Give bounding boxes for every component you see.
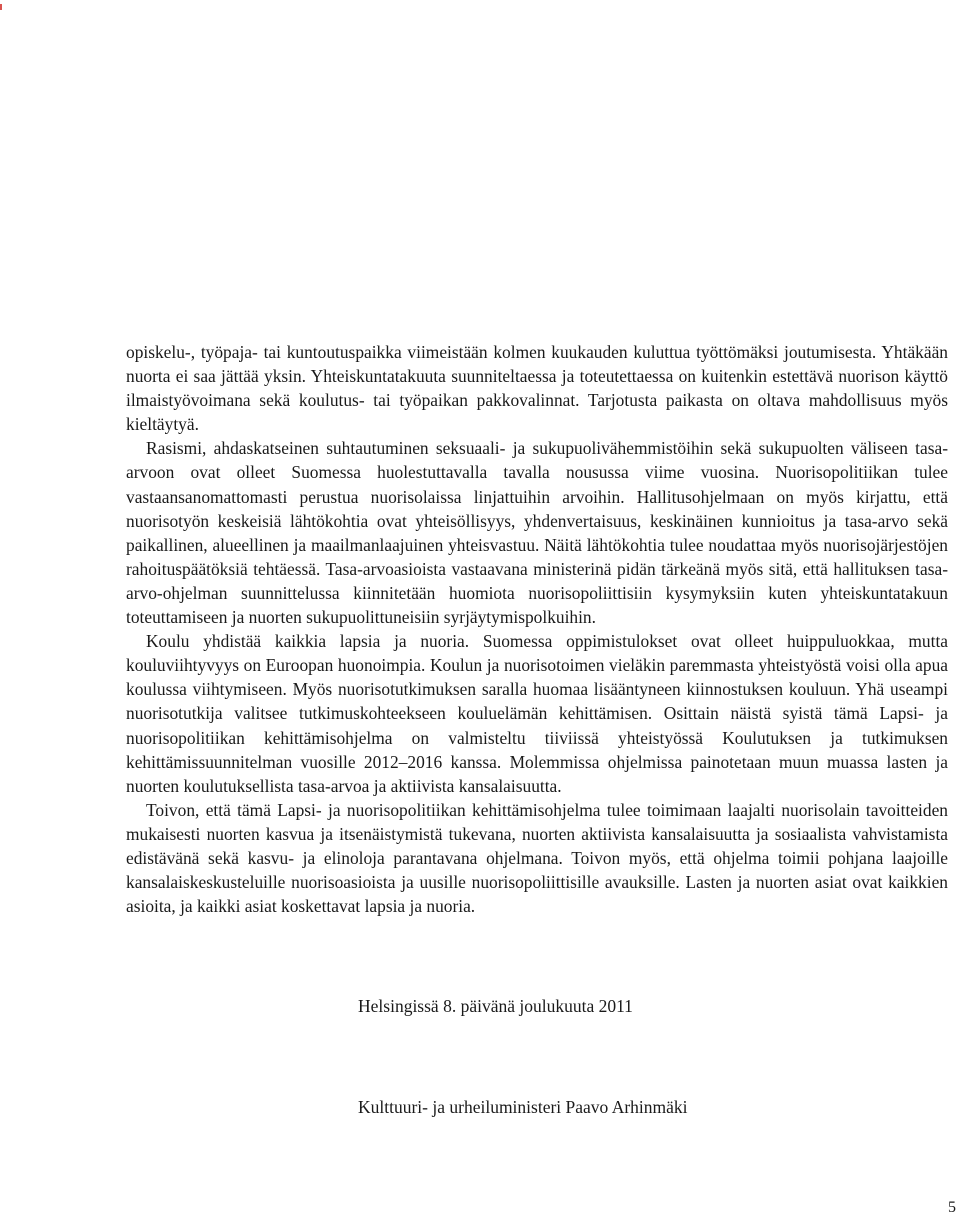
document-page — [126, 340, 948, 918]
paragraph-2: Rasismi, ahdaskatseinen suhtautuminen seksuaali- ja sukupuolivähemmistöihin sekä sukupuolten väliseen tasa-arvoon ovat olleet Suomessa huolestuttavalla tavalla nousussa viime vuosina. Nuorisopolitiikan tulee vastaansanomattomasti perustua nuorisolaissa linjattuihin arvoihin. Hallitusohjelmaan on myös kirjattu, että nuorisotyön keskeisiä lähtökohtia ovat yhteisöllisyys, yhdenvertaisuus, keskinäinen kunnioitus ja tasa-arvo sekä paikallinen, alueellinen ja maailmanlaajuinen yhteisvastuu. Näitä lähtökohtia tulee noudattaa myös nuorisojärjestöjen rahoituspäätöksiä tehtäessä. Tasa-arvoasioista vastaavana ministerinä pidän tärkeänä myös sitä, että hallituksen tasa-arvo-ohjelman suunnittelussa kiinnitetään huomiota nuorisopoliittisiin kysymyksiin kuten yhteiskuntatakuun toteuttamiseen ja nuorten sukupuolittuneisiin syrjäytymispolkuihin. — [126, 438, 948, 628]
corner-mark — [0, 4, 2, 10]
signature: Kulttuuri- ja urheiluministeri Paavo Arhinmäki — [358, 1097, 688, 1117]
paragraph-4: Toivon, että tämä Lapsi- ja nuorisopolitiikan kehittämisohjelma tulee toimimaan laajalti nuorisolain tavoitteiden mukaisesti nuorten kasvua ja itsenäistymistä tukevana, nuorten aktiivista kansalaisuutta ja sosiaalista vahvistamista edistävänä sekä kasvu- ja elinoloja parantavana ohjelmana. Toivon myös, että ohjelma toimii pohjana laajoille kansalaiskeskusteluille nuorisoasioista ja uusille nuorisopoliittisille avauksille. Lasten ja nuorten asiat ovat kaikkien asioita, ja kaikki asiat koskettavat lapsia ja nuoria. — [126, 799, 948, 917]
paragraph-3: Koulu yhdistää kaikkia lapsia ja nuoria. Suomessa oppimistulokset ovat olleet huippuluokkaa, mutta kouluviihtyvyys on Euroopan huonoimpia. Koulun ja nuorisotoimen vieläkin paremmasta yhteistyöstä voisi olla apua koulussa viihtymiseen. Myös nuorisotutkimuksen saralla huomaa lisääntyneen kiinnostuksen kouluun. Yhä useampi nuorisotutkija valitsee tutkimuskohteekseen kouluelämän kehittämisen. Osittain näistä syistä tämä Lapsi- ja nuorisopolitiikan kehittämisohjelma on valmisteltu tiiviissä yhteistyössä Koulutuksen ja tutkimuksen kehittämissuunnitelman vuosille 2012–2016 kanssa. Molemmissa ohjelmissa painotetaan muun muassa lasten ja nuorten koulutuksellista tasa-arvoa ja aktiivista kansalaisuutta. — [126, 631, 948, 796]
paragraph-1: opiskelu-, työpaja- tai kuntoutuspaikka viimeistään kolmen kuukauden kuluttua työttömäksi joutumisesta. Yhtäkään nuorta ei saa jättää yksin. Yhteiskuntatakuuta suunniteltaessa ja toteutettaessa on kuitenkin estettävä nuorison käyttö ilmaistyövoimana sekä koulutus- tai työpaikan pakkovalinnat. Tarjotusta paikasta on oltava mahdollisuus myös kieltäytyä. — [126, 342, 948, 435]
place-date: Helsingissä 8. päivänä joulukuuta 2011 — [358, 996, 633, 1016]
page-number: 5 — [948, 1199, 956, 1216]
body-text — [126, 340, 948, 918]
